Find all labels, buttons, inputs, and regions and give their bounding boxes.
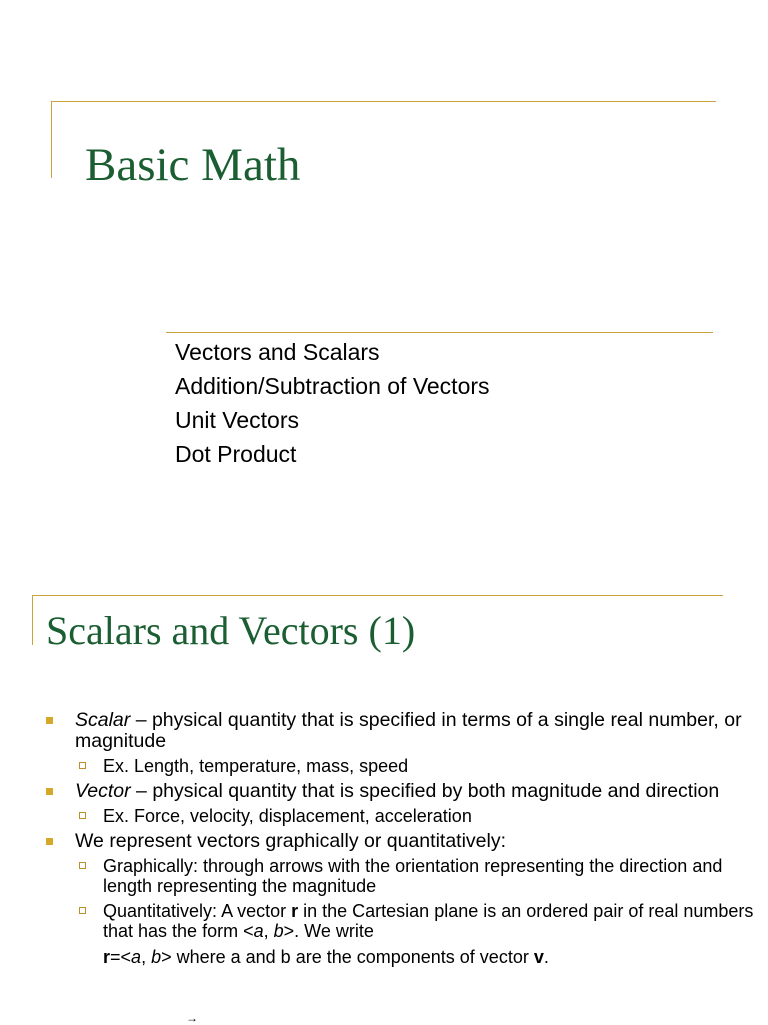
- sub-bullet-quantitatively: [0, 901, 768, 941]
- slide1-top-rule: [51, 101, 716, 102]
- notation-text: ,: [141, 947, 152, 967]
- topic-item: Unit Vectors: [175, 407, 299, 433]
- quant-text: in the Cartesian plane is an ordered pair of real numbers that has the form <: [103, 901, 754, 941]
- vector-example: Ex. Force, velocity, displacement, acceleration: [103, 806, 472, 826]
- vector-notation-line: [0, 947, 768, 967]
- sub-bullet-scalar-example: [0, 756, 768, 776]
- sub-bullet-marker: [79, 862, 86, 869]
- topic-item: Vectors and Scalars: [175, 339, 380, 365]
- slide2-top-rule: [32, 595, 723, 596]
- slide1-topics-rule: [166, 332, 713, 333]
- quant-text: Quantitatively: A vector: [103, 901, 292, 921]
- graphically-text: Graphically: through arrows with the orientation representing the direction and length representing the magnitude: [103, 856, 723, 896]
- notation-text: =<: [110, 947, 132, 967]
- bullet-marker: [46, 788, 53, 795]
- scalar-example: Ex. Length, temperature, mass, speed: [103, 756, 409, 776]
- notation-text: > where a and b are the components of vector: [161, 947, 534, 967]
- component-a: a: [253, 921, 264, 941]
- vector-r: r: [103, 947, 111, 967]
- sub-bullet-marker: [79, 812, 86, 819]
- scalar-term: Scalar: [75, 709, 131, 731]
- sub-bullet-marker: [79, 907, 86, 914]
- bullet-vector: [0, 781, 768, 802]
- representation-text: We represent vectors graphically or quantitatively:: [75, 830, 507, 852]
- vector-r: r: [291, 901, 299, 921]
- bullet-marker: [46, 717, 53, 724]
- sub-bullet-graphically: [0, 856, 768, 896]
- vector-v: v: [533, 947, 544, 967]
- topic-item: Addition/Subtraction of Vectors: [175, 373, 490, 399]
- vector-arrow-icon: →: [186, 1011, 198, 1025]
- bullet-scalar: [0, 710, 768, 752]
- sub-bullet-marker: [79, 762, 86, 769]
- slide1-left-rule: [51, 101, 52, 178]
- slide2-left-rule: [32, 595, 33, 645]
- vector-definition: – physical quantity that is specified by both magnitude and direction: [130, 780, 720, 802]
- bullet-representation: [0, 831, 768, 852]
- bullet-marker: [46, 838, 53, 845]
- slide2-title: Scalars and Vectors (1): [46, 608, 416, 653]
- sub-bullet-vector-example: [0, 806, 768, 826]
- quant-text: ,: [263, 921, 274, 941]
- notation-text: .: [543, 947, 549, 967]
- topic-list: [175, 335, 490, 471]
- vector-term: Vector: [75, 780, 131, 802]
- component-a: a: [131, 947, 142, 967]
- scalar-definition: – physical quantity that is specified in terms of a single real number, or magnitude: [75, 709, 742, 752]
- component-b: b: [273, 921, 284, 941]
- slide1-title: Basic Math: [85, 139, 301, 191]
- bullet-list: [0, 710, 768, 967]
- topic-item: Dot Product: [175, 441, 297, 467]
- quant-text: >. We write: [283, 921, 374, 941]
- component-b: b: [151, 947, 162, 967]
